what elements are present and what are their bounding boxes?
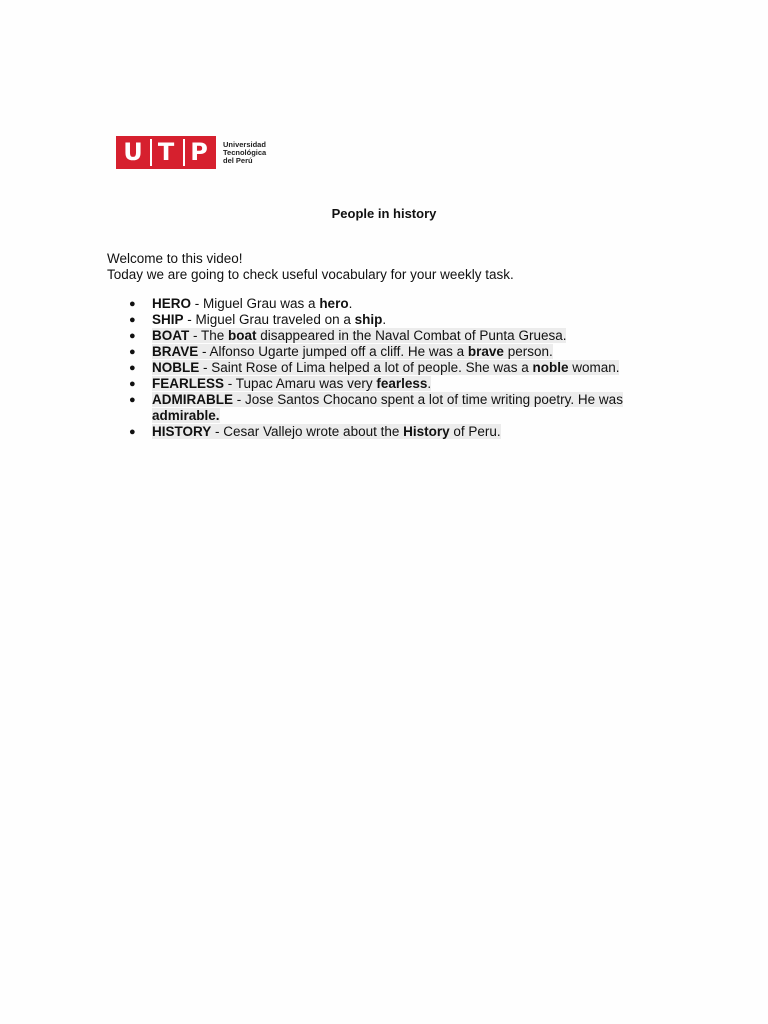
vocab-term: HISTORY xyxy=(152,424,212,439)
vocab-item-brave xyxy=(129,344,642,360)
vocab-example-keyword: hero xyxy=(319,296,349,311)
bullet-icon: ● xyxy=(129,298,136,310)
vocab-item-boat xyxy=(129,328,642,344)
vocab-example-keyword: noble xyxy=(532,360,569,375)
vocab-example-text: - Saint Rose of Lima helped a lot of people. She was a xyxy=(199,360,533,375)
utp-logo xyxy=(116,136,266,169)
page-title xyxy=(0,206,768,221)
logo-letter-t: T xyxy=(150,139,180,166)
vocab-sentence xyxy=(152,344,553,359)
vocab-example-keyword: History xyxy=(403,424,450,439)
vocab-term: HERO xyxy=(152,296,192,311)
bullet-icon: ● xyxy=(129,314,136,326)
vocab-item-hero xyxy=(129,296,642,312)
vocab-example-keyword: admirable. xyxy=(152,408,220,423)
vocab-example-text: - Jose Santos Chocano spent a lot of time writing poetry. He was xyxy=(233,392,623,407)
vocab-example-end: disappeared in the Naval Combat of Punta Gruesa. xyxy=(256,328,567,343)
vocab-item-admirable xyxy=(129,392,642,424)
vocab-example-text: - Cesar Vallejo wrote about the xyxy=(211,424,404,439)
vocab-example-end: . xyxy=(427,376,432,391)
vocab-term: SHIP xyxy=(152,312,184,327)
vocab-term: BOAT xyxy=(152,328,190,343)
logo-text xyxy=(223,141,266,165)
vocab-example-end: of Peru. xyxy=(449,424,501,439)
logo-letter-u: U xyxy=(119,139,147,166)
bullet-icon: ● xyxy=(129,378,136,390)
vocab-sentence xyxy=(152,376,431,391)
vocab-item-ship xyxy=(129,312,642,328)
intro-line-1: Welcome to this video! xyxy=(107,251,243,266)
vocab-sentence xyxy=(152,328,566,343)
vocab-term: BRAVE xyxy=(152,344,199,359)
vocab-example-text: - Miguel Grau was a xyxy=(191,296,320,311)
vocab-sentence xyxy=(152,392,623,423)
logo-text-line3: del Perú xyxy=(223,155,253,165)
vocab-term: FEARLESS xyxy=(152,376,225,391)
logo-letter-p: P xyxy=(183,139,213,166)
vocab-example-keyword: ship xyxy=(354,312,383,327)
vocab-example-end: person. xyxy=(503,344,553,359)
vocab-sentence xyxy=(152,296,352,311)
bullet-icon: ● xyxy=(129,362,136,374)
vocab-item-fearless xyxy=(129,376,642,392)
logo-text-line2: Tecnológica xyxy=(223,147,267,157)
vocab-example-keyword: boat xyxy=(228,328,257,343)
vocab-item-history xyxy=(129,424,642,440)
bullet-icon: ● xyxy=(129,426,136,438)
logo-letters-box xyxy=(116,136,216,169)
vocab-sentence xyxy=(152,360,619,375)
intro-text xyxy=(107,251,514,282)
intro-line-2: Today we are going to check useful vocabulary for your weekly task. xyxy=(107,266,514,282)
vocab-sentence xyxy=(152,424,501,439)
vocab-example-text: - Tupac Amaru was very xyxy=(224,376,377,391)
vocab-example-text: - Miguel Grau traveled on a xyxy=(183,312,355,327)
vocab-sentence xyxy=(152,312,386,327)
vocab-example-text: - Alfonso Ugarte jumped off a cliff. He was a xyxy=(198,344,468,359)
vocab-example-end: . xyxy=(348,296,353,311)
vocab-term: ADMIRABLE xyxy=(152,392,233,407)
bullet-icon: ● xyxy=(129,394,136,406)
bullet-icon: ● xyxy=(129,330,136,342)
vocab-term: NOBLE xyxy=(152,360,200,375)
logo-text-line1: Universidad xyxy=(223,139,266,149)
vocabulary-list xyxy=(129,296,642,440)
vocab-item-noble xyxy=(129,360,642,376)
vocab-example-end: woman. xyxy=(568,360,620,375)
bullet-icon: ● xyxy=(129,346,136,358)
vocab-example-keyword: fearless xyxy=(376,376,428,391)
vocab-example-text: - The xyxy=(189,328,229,343)
vocab-example-keyword: brave xyxy=(467,344,504,359)
vocab-example-end: . xyxy=(382,312,387,327)
page-title-text: People in history xyxy=(331,206,437,221)
